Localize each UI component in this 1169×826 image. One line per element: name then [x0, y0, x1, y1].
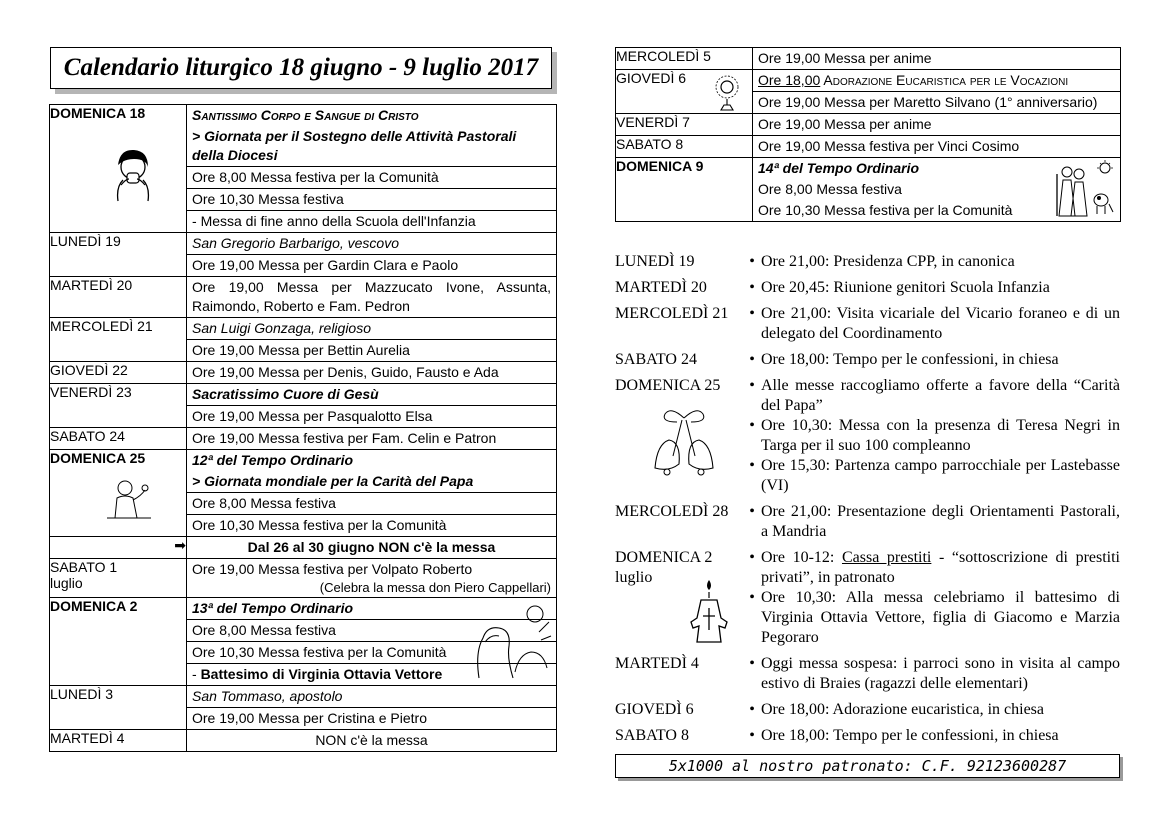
activity-row: MERCOLEDÌ 28 • Ore 21,00: Presentazione degli Orientamenti Pastorali, a Mandria [615, 503, 1120, 540]
table-row [50, 598, 557, 686]
cassa-prestiti-text: Cassa prestiti [841, 549, 932, 566]
mass-text: Ore 19,00 Messa per Bettin Aurelia [187, 339, 556, 361]
activity-row: LUNEDÌ 19 • Ore 21,00: Presidenza CPP, in canonica [615, 252, 1120, 272]
saint-text: San Tommaso, apostolo [192, 688, 343, 704]
activity-text: - “sottoscrizione di prestiti privati”, in patronato [761, 549, 1121, 586]
baptism-illustration-icon [469, 602, 553, 680]
activity-row: MERCOLEDÌ 21 • Ore 21,00: Visita vicariale del Vicario foraneo e di un delegato del Coordinamento [615, 305, 1120, 342]
mass-text: Ore 10,30 Messa festiva per la Comunità [758, 202, 1013, 218]
table-row [616, 136, 1121, 158]
activity-text: Ore 21,00: Presentazione degli Orientamenti Pastorali, a Mandria [761, 503, 1120, 540]
activity-row: SABATO 24 • Ore 18,00: Tempo per le confessioni, in chiesa [615, 350, 1120, 370]
table-row [616, 70, 1121, 114]
day-label: MARTEDÌ 20 [615, 279, 707, 296]
day-label: MERCOLEDÌ 21 [615, 305, 729, 322]
table-row [616, 48, 1121, 70]
day-label: LUNEDÌ 3 [50, 686, 187, 730]
table-row [50, 686, 557, 730]
day-label: MERCOLEDÌ 5 [616, 48, 753, 70]
mass-text: Ore 19,00 Messa per Denis, Guido, Fausto e Ada [192, 364, 499, 380]
day-label: DOMENICA 2 [50, 598, 138, 614]
day-label: DOMENICA 25 [50, 450, 146, 466]
table-row [616, 114, 1121, 136]
mass-text: Ore 19,00 Messa per anime [758, 50, 932, 66]
mass-text: Ore 10,30 Messa festiva [187, 188, 556, 210]
mass-text: Ore 19,00 Messa per Cristina e Pietro [187, 707, 556, 729]
feast-title: 13ª del Tempo Ordinario [192, 600, 354, 616]
activity-row: MARTEDÌ 20 • Ore 20,45: Riunione genitori Scuola Infanzia [615, 278, 1120, 298]
day-label: LUNEDÌ 19 [50, 233, 187, 277]
mass-text: Messa di fine anno della Scuola dell'Infanzia [200, 213, 476, 229]
day-label: DOMENICA 25 [615, 377, 721, 394]
saint-text: San Gregorio Barbarigo, vescovo [192, 235, 399, 251]
day-label: MARTEDÌ 4 [615, 655, 699, 672]
note-text: (Celebra la messa don Piero Cappellari) [319, 580, 551, 595]
saint-text: San Luigi Gonzaga, religioso [192, 320, 372, 336]
event-text: > Giornata mondiale per la Carità del Papa [192, 473, 474, 489]
mass-text: Ore 8,00 Messa festiva [187, 619, 556, 641]
table-row [50, 362, 557, 384]
mass-text: Ore 19,00 Messa per Maretto Silvano (1° anniversario) [753, 91, 1120, 113]
dash: - [192, 213, 201, 229]
event-text: Adorazione Eucaristica per le Vocazioni [820, 72, 1069, 88]
activity-text: Ore 10-12: [761, 549, 842, 566]
footer-banner: 5x1000 al nostro patronato: C.F. 92123600287 [615, 754, 1120, 778]
baptism-candle-icon [687, 578, 731, 644]
feast-title: Sacratissimo Cuore di Gesù [192, 386, 379, 402]
pope-illustration-icon [105, 476, 153, 520]
activity-row: SABATO 8 • Ore 18,00: Tempo per le confessioni, in chiesa [615, 726, 1120, 746]
activity-text: Ore 21,00: Presidenza CPP, in canonica [761, 253, 1015, 270]
shepherd-illustration-icon [1053, 160, 1117, 218]
feast-title: 14ª del Tempo Ordinario [758, 160, 920, 176]
mass-text: Ore 10,30 Messa festiva per la Comunità [187, 514, 556, 536]
right-calendar-table [615, 47, 1121, 222]
mass-text: Ore 10,30 Messa festiva per la Comunità [187, 641, 556, 663]
day-label: MARTEDÌ 4 [50, 730, 187, 752]
day-label: LUNEDÌ 19 [615, 253, 695, 270]
mass-text: Ore 19,00 Messa per anime [758, 116, 932, 132]
mass-text: Ore 19,00 Messa festiva per Fam. Celin e Patron [192, 430, 497, 446]
activity-row: MARTEDÌ 4 • Oggi messa sospesa: i parroci sono in visita al campo estivo di Braies (ragazzi delle elementari) [615, 655, 1120, 692]
activity-text: Ore 21,00: Visita vicariale del Vicario foraneo e di un delegato del Coordinamento [761, 305, 1120, 342]
mass-text: Ore 8,00 Messa festiva [187, 492, 556, 514]
table-row [50, 318, 557, 362]
table-row [50, 384, 557, 428]
month-label: luglio [50, 575, 83, 591]
mass-text: Ore 19,00 Messa festiva per Volpato Roberto [192, 561, 473, 577]
table-row [50, 730, 557, 752]
left-calendar-table [49, 104, 557, 752]
day-label: DOMENICA 18 [50, 105, 146, 121]
day-label: MERCOLEDÌ 21 [50, 318, 187, 362]
day-label: MARTEDÌ 20 [50, 277, 187, 318]
notice-text: Dal 26 al 30 giugno NON c'è la messa [247, 539, 496, 555]
table-row [50, 450, 557, 537]
day-label: SABATO 1 [50, 559, 118, 575]
day-label: MERCOLEDÌ 28 [615, 503, 729, 520]
activity-text: Ore 10,30: Alla messa celebriamo il battesimo di Virginia Ottavia Vettore, figlia di Giacomo e Marzia Pegoraro [761, 589, 1120, 646]
month-label: luglio [615, 569, 653, 586]
activity-row: DOMENICA 25 • Alle messe raccogliamo offerte a favore della “Carità del Papa” • Ore 10,30: Messa con la presenza di Teresa Negri in Targa per il suo 100 compleanno • Ore 15,30: Partenza campo parrocchiale per Lastebasse (VI) [615, 377, 1120, 494]
day-label: VENERDÌ 7 [616, 114, 753, 136]
activity-text: Ore 18,00: Adorazione eucaristica, in chiesa [761, 701, 1044, 718]
table-row [616, 158, 1121, 222]
event-text: > Giornata per il Sostegno delle Attività Pastorali della Diocesi [192, 128, 517, 163]
table-row [50, 233, 557, 277]
day-label: SABATO 24 [615, 351, 697, 368]
day-label: GIOVEDÌ 22 [50, 362, 187, 384]
mass-text: Ore 19,00 Messa per Pasqualotto Elsa [187, 405, 556, 427]
notice-text: NON c'è la messa [315, 732, 428, 748]
child-drinking-icon [108, 145, 158, 203]
mass-text: Ore 19,00 Messa festiva per Vinci Cosimo [758, 138, 1020, 154]
day-label: DOMENICA 9 [616, 158, 753, 222]
feast-title: Santissimo Corpo e Sangue di Cristo [192, 107, 419, 123]
mass-text: Ore 8,00 Messa festiva per la Comunità [187, 166, 556, 188]
activity-text: Ore 15,30: Partenza campo parrocchiale per Lastebasse (VI) [761, 457, 1120, 494]
arrow-icon: ➡ [50, 537, 187, 559]
mass-text: Ore 19,00 Messa per Gardin Clara e Paolo [187, 254, 556, 276]
day-label: VENERDÌ 23 [50, 384, 187, 428]
day-label: SABATO 8 [616, 136, 753, 158]
table-row [50, 428, 557, 450]
activity-row: GIOVEDÌ 6 • Ore 18,00: Adorazione eucaristica, in chiesa [615, 700, 1120, 720]
table-row [50, 537, 557, 559]
monstrance-icon [712, 74, 742, 112]
activity-text: Ore 10,30: Messa con la presenza di Teresa Negri in Targa per il suo 100 compleanno [761, 417, 1120, 454]
activity-text: Ore 18,00: Tempo per le confessioni, in chiesa [761, 727, 1059, 744]
activity-text: Ore 20,45: Riunione genitori Scuola Infanzia [761, 279, 1050, 296]
table-row [50, 277, 557, 318]
activity-row: DOMENICA 2 luglio • Ore 10-12: Cassa prestiti - “sottoscrizione di prestiti privati”, in patronato • Ore 10,30: Alla messa celebriamo il battesimo di Virginia Ottavia Vettore, figlia di Giacomo e Marzia Pegoraro [615, 549, 1121, 646]
activity-text: Alle messe raccogliamo offerte a favore della “Carità del Papa” [761, 377, 1120, 414]
day-label: SABATO 8 [615, 727, 689, 744]
day-label: GIOVEDÌ 6 [616, 70, 687, 86]
day-label: SABATO 24 [50, 428, 187, 450]
dash: - [192, 666, 201, 682]
table-row [50, 105, 557, 233]
activity-text: Oggi messa sospesa: i parroci sono in visita al campo estivo di Braies (ragazzi delle elementari) [761, 655, 1120, 692]
mass-text: Ore 8,00 Messa festiva [758, 181, 902, 197]
activity-text: Ore 18,00: Tempo per le confessioni, in chiesa [761, 351, 1059, 368]
day-label: DOMENICA 2 [615, 549, 713, 566]
mass-text: Battesimo di Virginia Ottavia Vettore [200, 666, 443, 682]
page-title: Calendario liturgico 18 giugno - 9 luglio 2017 [50, 47, 552, 89]
activities-list [615, 252, 1120, 752]
feast-title: 12ª del Tempo Ordinario [192, 452, 354, 468]
bells-icon [647, 404, 721, 482]
table-row [50, 559, 557, 598]
time-text: Ore 18,00 [758, 72, 821, 88]
day-label: GIOVEDÌ 6 [615, 701, 694, 718]
mass-text: Ore 19,00 Messa per Mazzucato Ivone, Assunta, Raimondo, Roberto e Fam. Pedron [192, 279, 551, 314]
